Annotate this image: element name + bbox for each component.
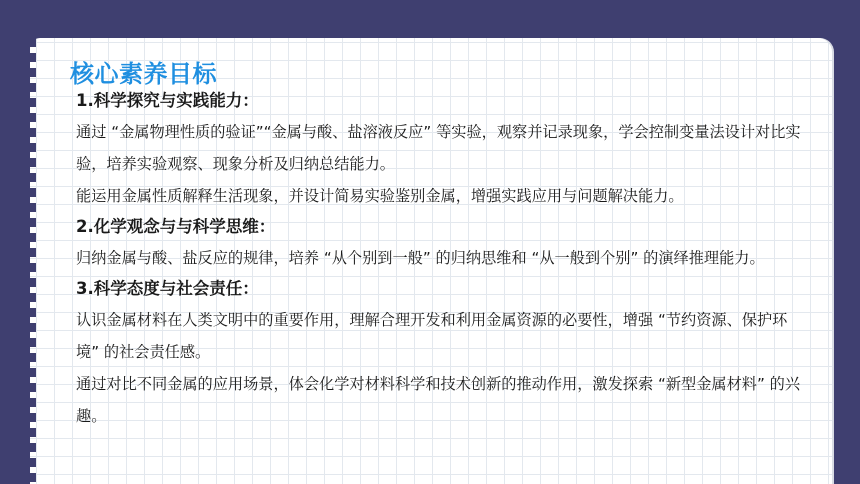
section-2-heading: 2.化学观念与与科学思维：	[76, 217, 276, 236]
spiral-binding	[30, 38, 44, 484]
section-3-paragraph-1: 认识金属材料在人类文明中的重要作用，理解合理开发和利用金属资源的必要性，增强 “节约资源、保护环境” 的社会责任感。	[76, 311, 788, 361]
section-3-paragraph-2: 通过对比不同金属的应用场景，体会化学对材料科学和技术创新的推动作用，激发探索 “新型金属材料” 的兴趣。	[76, 375, 801, 425]
section-2	[76, 212, 806, 274]
objectives-content	[76, 86, 806, 432]
section-1	[76, 86, 806, 212]
section-1-paragraph-1: 通过 “金属物理性质的验证”“金属与酸、盐溶液反应” 等实验，观察并记录现象，学会控制变量法设计对比实验，培养实验观察、现象分析及归纳总结能力。	[76, 123, 801, 173]
section-3-heading: 3.科学态度与社会责任：	[76, 279, 259, 298]
section-2-paragraph-1: 归纳金属与酸、盐反应的规律，培养 “从个别到一般” 的归纳思维和 “从一般到个别” 的演绎推理能力。	[76, 249, 765, 267]
section-1-paragraph-2: 能运用金属性质解释生活现象，并设计简易实验鉴别金属，增强实践应用与问题解决能力。	[76, 187, 684, 205]
page-title: 核心素养目标	[70, 60, 217, 88]
section-3	[76, 274, 806, 432]
section-1-heading: 1.科学探究与实践能力：	[76, 91, 259, 110]
